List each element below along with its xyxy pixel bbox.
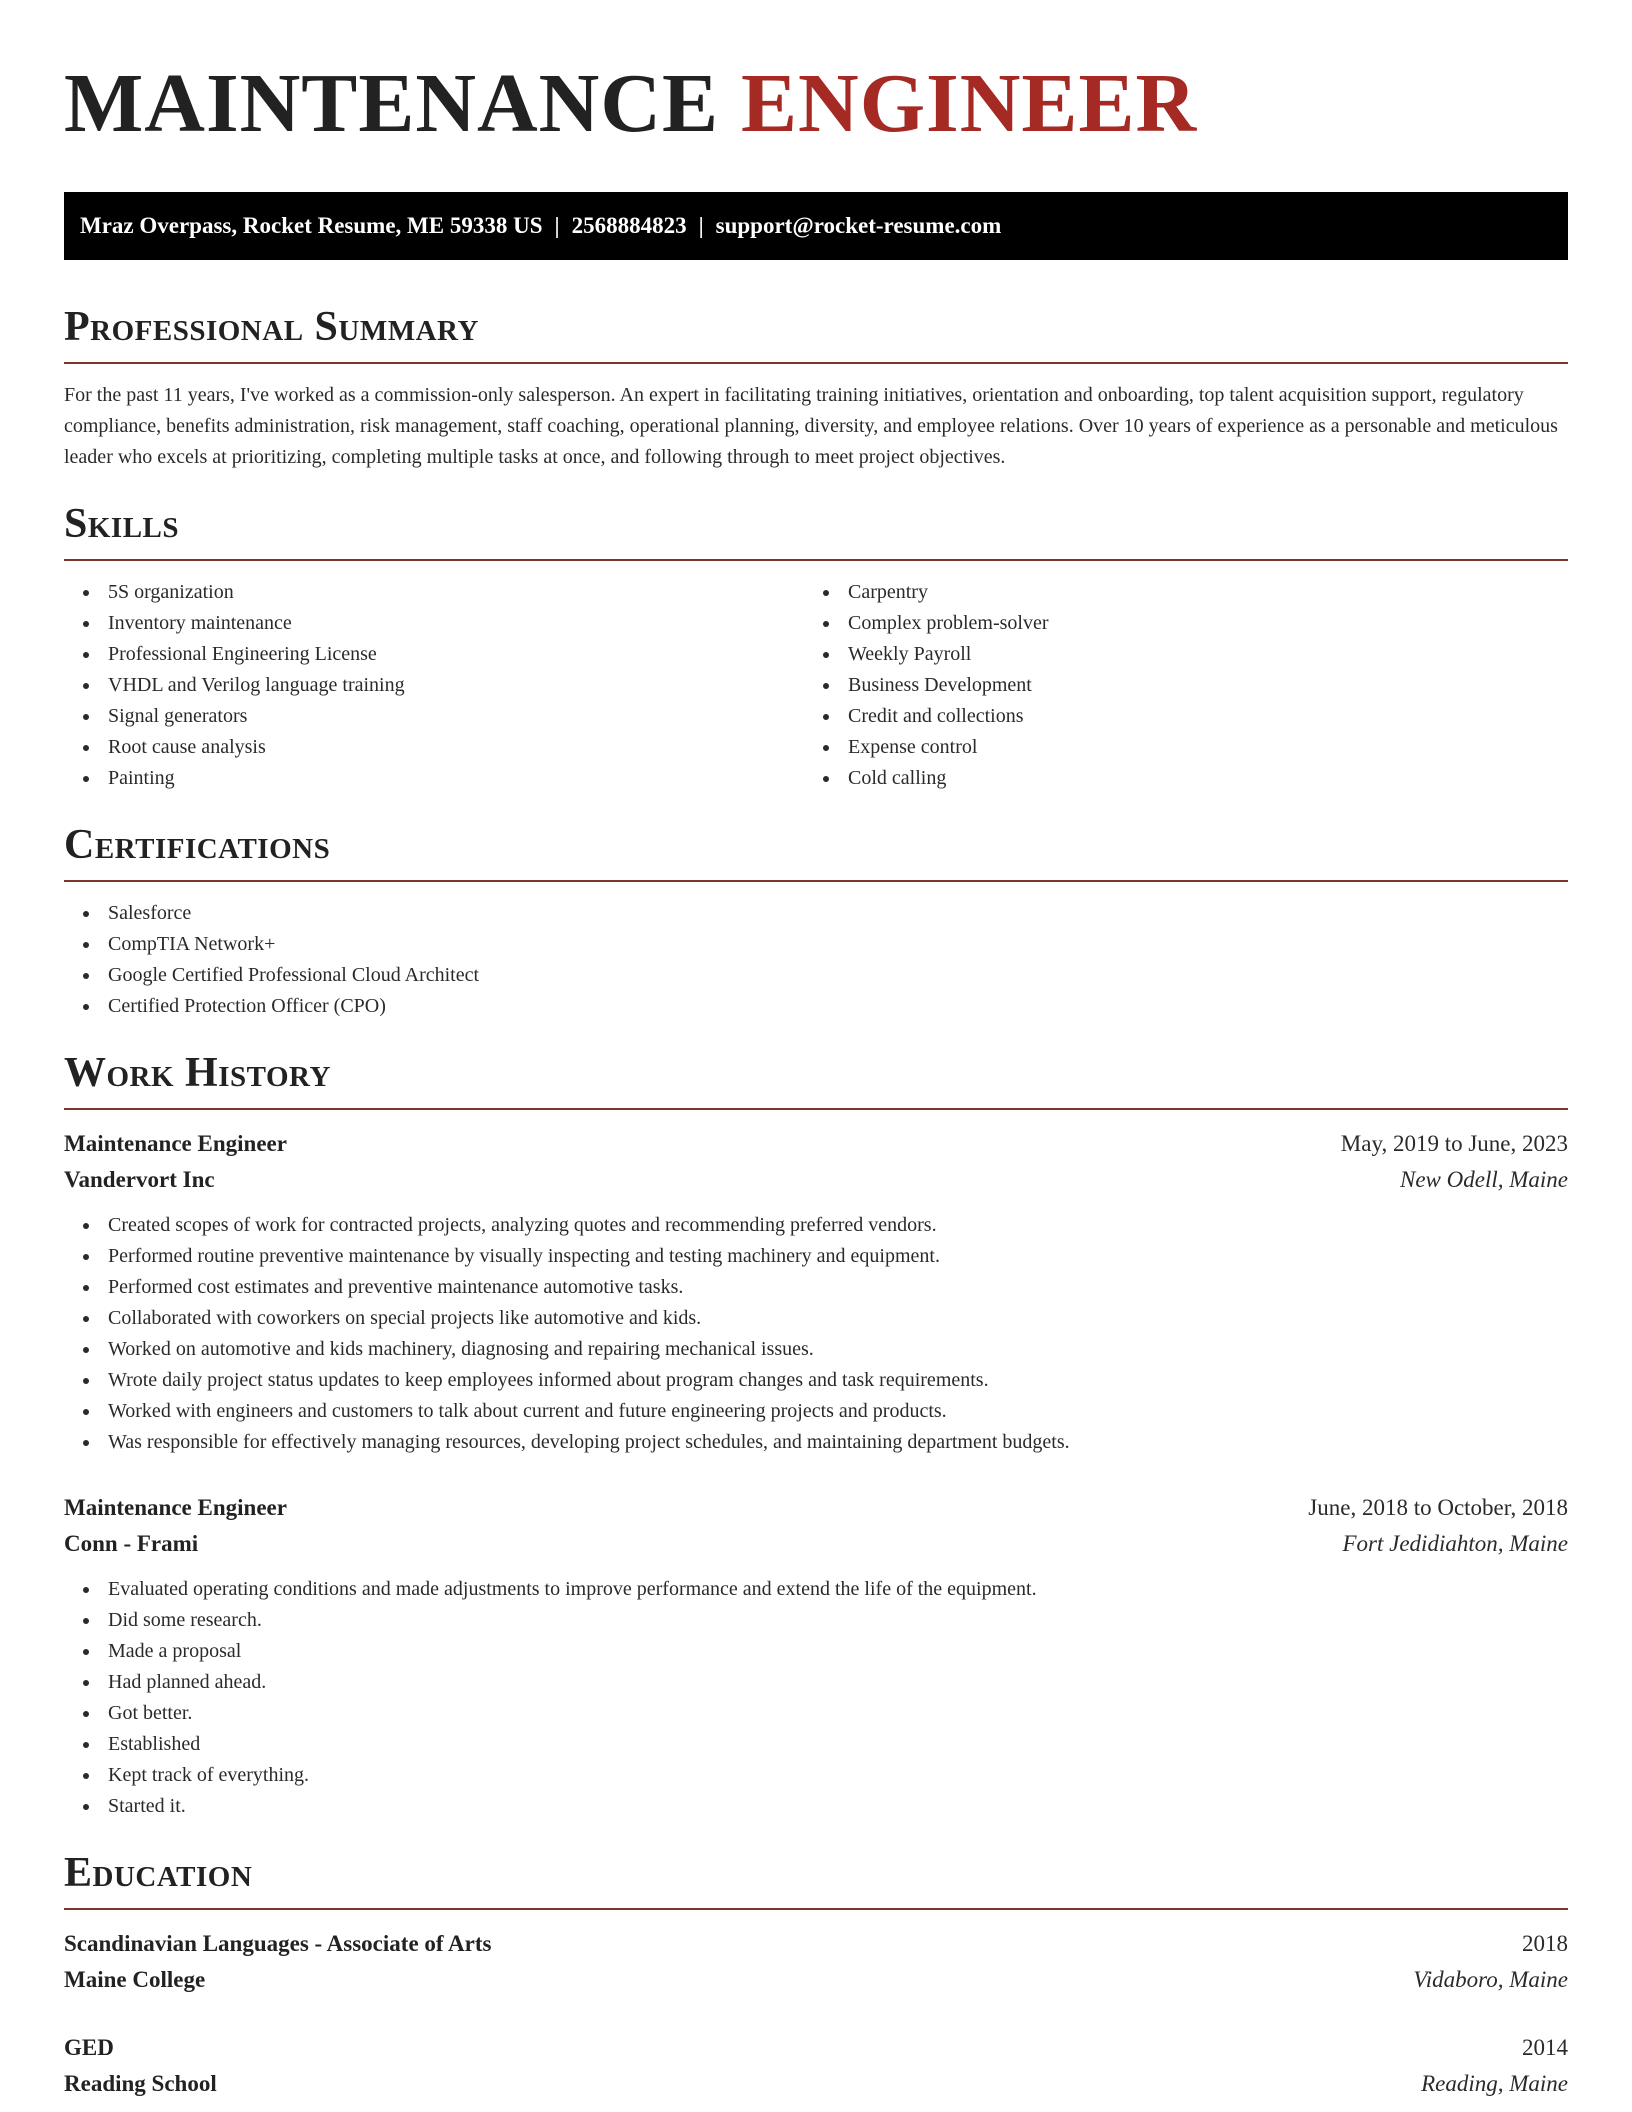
contact-bar bbox=[64, 192, 1568, 260]
education-year: 2018 bbox=[1522, 1931, 1568, 1956]
skill-item: Business Development bbox=[804, 670, 1544, 701]
certifications-list bbox=[64, 898, 1568, 1022]
job-duty-item: Worked with engineers and customers to talk about current and future engineering projects and products. bbox=[64, 1396, 1568, 1427]
skills-columns bbox=[64, 577, 1568, 794]
skill-item: Cold calling bbox=[804, 763, 1544, 794]
job-duty-item: Made a proposal bbox=[64, 1636, 1568, 1667]
contact-phone: 2568884823 bbox=[571, 213, 687, 238]
contact-separator: | bbox=[698, 213, 704, 238]
job-title: Maintenance Engineer bbox=[64, 1131, 287, 1156]
job-duty-item: Had planned ahead. bbox=[64, 1667, 1568, 1698]
section-title-education: Education bbox=[64, 1850, 253, 1896]
skills-list-right bbox=[804, 577, 1544, 794]
job-duties-list bbox=[64, 1574, 1568, 1822]
certification-item: Certified Protection Officer (CPO) bbox=[64, 991, 1568, 1022]
job-duty-item: Worked on automotive and kids machinery, diagnosing and repairing mechanical issues. bbox=[64, 1334, 1568, 1365]
title-main: MAINTENANCE bbox=[64, 57, 720, 150]
job-dates: May, 2019 to June, 2023 bbox=[1340, 1131, 1568, 1156]
job-header-row bbox=[64, 1126, 1568, 1162]
job-entry bbox=[64, 1490, 1568, 1822]
job-title: Maintenance Engineer bbox=[64, 1495, 287, 1520]
section-divider bbox=[64, 880, 1568, 882]
job-duty-item: Was responsible for effectively managing resources, developing project schedules, and maintaining department budgets. bbox=[64, 1427, 1568, 1458]
job-duty-item: Evaluated operating conditions and made adjustments to improve performance and extend the life of the equipment. bbox=[64, 1574, 1568, 1605]
education-year: 2014 bbox=[1522, 2035, 1568, 2060]
contact-address: Mraz Overpass, Rocket Resume, ME 59338 US bbox=[80, 213, 543, 238]
skills-list-left bbox=[64, 577, 804, 794]
job-duty-item: Established bbox=[64, 1729, 1568, 1760]
title-accent: ENGINEER bbox=[741, 57, 1198, 150]
education-degree: GED bbox=[64, 2035, 114, 2060]
skill-item: 5S organization bbox=[64, 577, 804, 608]
job-duty-item: Did some research. bbox=[64, 1605, 1568, 1636]
section-title-certifications: Certifications bbox=[64, 822, 331, 868]
section-title-summary: Professional Summary bbox=[64, 304, 479, 350]
education-school-row bbox=[64, 2066, 1568, 2102]
summary-text: For the past 11 years, I've worked as a commission-only salesperson. An expert in facilitating training initiatives, orientation and onboarding, top talent acquisition support, regulatory compliance, benefits administration, risk management, staff coaching, operational planning, diversity, and employee relations. Over 10 years of experience as a personable and meticulous leader who excels at prioritizing, completing multiple tasks at once, and following through to meet project objectives. bbox=[64, 384, 1558, 468]
skill-item: Carpentry bbox=[804, 577, 1544, 608]
job-entry bbox=[64, 1126, 1568, 1458]
job-duty-item: Started it. bbox=[64, 1791, 1568, 1822]
job-duty-item: Performed cost estimates and preventive maintenance automotive tasks. bbox=[64, 1272, 1568, 1303]
skill-item: Credit and collections bbox=[804, 701, 1544, 732]
job-duty-item: Created scopes of work for contracted projects, analyzing quotes and recommending preferred vendors. bbox=[64, 1210, 1568, 1241]
education-degree-row bbox=[64, 2030, 1568, 2066]
education-entry bbox=[64, 1926, 1568, 1998]
job-company: Conn - Frami bbox=[64, 1531, 199, 1556]
education-section bbox=[64, 1850, 1568, 2102]
education-degree: Scandinavian Languages - Associate of Arts bbox=[64, 1931, 492, 1956]
education-location: Reading, Maine bbox=[1421, 2071, 1568, 2096]
education-school-row bbox=[64, 1962, 1568, 1998]
work-history-section bbox=[64, 1050, 1568, 1822]
job-location: Fort Jedidiahton, Maine bbox=[1342, 1531, 1568, 1556]
job-duty-item: Performed routine preventive maintenance by visually inspecting and testing machinery and equipment. bbox=[64, 1241, 1568, 1272]
education-degree-row bbox=[64, 1926, 1568, 1962]
skill-item: Weekly Payroll bbox=[804, 639, 1544, 670]
skill-item: Expense control bbox=[804, 732, 1544, 763]
section-divider bbox=[64, 1108, 1568, 1110]
job-duty-item: Collaborated with coworkers on special projects like automotive and kids. bbox=[64, 1303, 1568, 1334]
skill-item: Signal generators bbox=[64, 701, 804, 732]
certification-item: Google Certified Professional Cloud Architect bbox=[64, 960, 1568, 991]
skill-item: Painting bbox=[64, 763, 804, 794]
certification-item: CompTIA Network+ bbox=[64, 929, 1568, 960]
education-location: Vidaboro, Maine bbox=[1413, 1967, 1568, 1992]
job-header-row bbox=[64, 1490, 1568, 1526]
skills-section bbox=[64, 501, 1568, 794]
summary-section bbox=[64, 304, 1568, 473]
education-school: Maine College bbox=[64, 1967, 206, 1992]
job-duty-item: Got better. bbox=[64, 1698, 1568, 1729]
skill-item: Professional Engineering License bbox=[64, 639, 804, 670]
contact-separator: | bbox=[554, 213, 560, 238]
job-duty-item: Wrote daily project status updates to keep employees informed about program changes and task requirements. bbox=[64, 1365, 1568, 1396]
education-entry bbox=[64, 2030, 1568, 2102]
job-company-row bbox=[64, 1526, 1568, 1562]
skill-item: Inventory maintenance bbox=[64, 608, 804, 639]
section-title-skills: Skills bbox=[64, 501, 180, 547]
section-divider bbox=[64, 362, 1568, 364]
certifications-section bbox=[64, 822, 1568, 1022]
section-divider bbox=[64, 559, 1568, 561]
job-dates: June, 2018 to October, 2018 bbox=[1308, 1495, 1568, 1520]
job-duties-list bbox=[64, 1210, 1568, 1458]
job-company-row bbox=[64, 1162, 1568, 1198]
contact-email: support@rocket-resume.com bbox=[715, 213, 1002, 238]
job-company: Vandervort Inc bbox=[64, 1167, 215, 1192]
section-divider bbox=[64, 1908, 1568, 1910]
education-school: Reading School bbox=[64, 2071, 217, 2096]
skill-item: VHDL and Verilog language training bbox=[64, 670, 804, 701]
skill-item: Complex problem-solver bbox=[804, 608, 1544, 639]
job-duty-item: Kept track of everything. bbox=[64, 1760, 1568, 1791]
certification-item: Salesforce bbox=[64, 898, 1568, 929]
section-title-work-history: Work History bbox=[64, 1050, 331, 1096]
skill-item: Root cause analysis bbox=[64, 732, 804, 763]
resume-title bbox=[64, 0, 1568, 176]
job-location: New Odell, Maine bbox=[1400, 1167, 1568, 1192]
